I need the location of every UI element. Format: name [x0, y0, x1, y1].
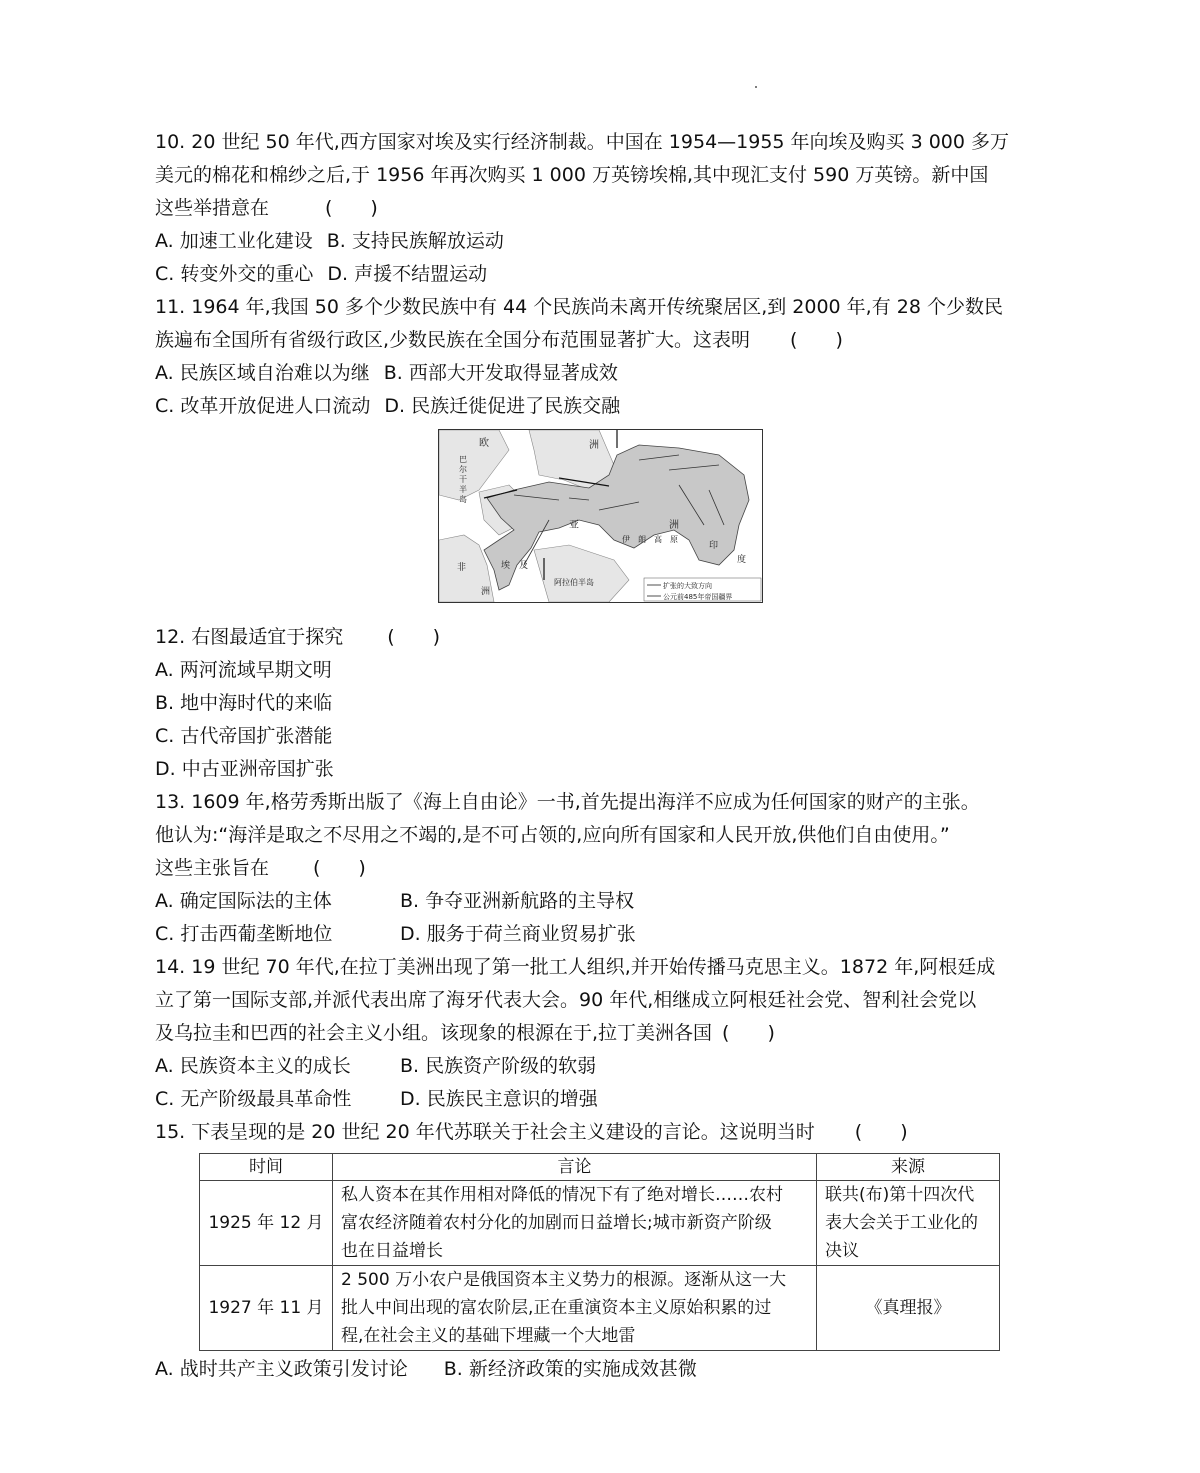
- q12-option-b: B. 地中海时代的来临: [155, 692, 333, 714]
- q14-option-c: C. 无产阶级最具革命性: [155, 1088, 352, 1110]
- q11-line1: 11. 1964 年,我国 50 多个少数民族中有 44 个民族尚未离开传统聚居区,到 2000 年,有 28 个少数民: [155, 296, 1003, 318]
- map-label-asia: 亚: [569, 520, 579, 531]
- source-line: 表大会关于工业化的: [825, 1213, 978, 1233]
- q13-line1: 13. 1609 年,格劳秀斯出版了《海上自由论》一书,首先提出海洋不应成为任何国家的财产的主张。: [155, 791, 980, 813]
- empire-expansion-map: [438, 429, 763, 603]
- map-label-balkan-1: 尔: [459, 465, 467, 474]
- speech-line: 私人资本在其作用相对降低的情况下有了绝对增长……农村: [341, 1185, 783, 1205]
- q12-paren: ( ): [387, 626, 441, 648]
- map-label-europe: 欧: [479, 438, 489, 449]
- map-label-balkan-4: 岛: [459, 495, 467, 504]
- map-label-africa2: 洲: [481, 587, 491, 597]
- q14-line2: 立了第一国际支部,并派代表出席了海牙代表大会。90 年代,相继成立阿根廷社会党、智利社会党以: [155, 989, 977, 1011]
- map-label-india2: 度: [737, 555, 747, 565]
- q13-option-b: B. 争夺亚洲新航路的主导权: [400, 890, 635, 912]
- q14-options-ab: [155, 1050, 1055, 1083]
- table-cell-source: [817, 1181, 1000, 1266]
- map-legend-text1: 扩张的大致方向: [663, 582, 712, 590]
- table-row: [200, 1266, 1000, 1351]
- table-header-speech: 言论: [333, 1154, 817, 1181]
- q15-option-a: A. 战时共产主义政策引发讨论: [155, 1358, 408, 1380]
- q13-options-cd: [155, 918, 1055, 951]
- q10-line2: 美元的棉花和棉纱之后,于 1956 年再次购买 1 000 万英镑埃棉,其中现汇支付 590 万英镑。新中国: [155, 164, 989, 186]
- q15-line1-text: 15. 下表呈现的是 20 世纪 20 年代苏联关于社会主义建设的言论。这说明当时: [155, 1121, 815, 1143]
- table-row: [200, 1181, 1000, 1266]
- q11-line2-text: 族遍布全国所有省级行政区,少数民族在全国分布范围显著扩大。这表明: [155, 329, 751, 351]
- q15-line1: [155, 1116, 1055, 1149]
- map-label-india1: 印: [709, 541, 719, 551]
- speech-line: 也在日益增长: [341, 1241, 443, 1261]
- q11-options-ab: [155, 357, 1055, 390]
- q13-line3-text: 这些主张旨在: [155, 857, 270, 879]
- q13-option-d: D. 服务于荷兰商业贸易扩张: [400, 923, 636, 945]
- q14-line3: [155, 1017, 1055, 1050]
- source-line: 联共(布)第十四次代: [825, 1185, 975, 1205]
- q13-paren: ( ): [313, 857, 366, 879]
- q10-options-ab: [155, 225, 1055, 258]
- q11-option-b: B. 西部大开发取得显著成效: [383, 362, 618, 384]
- q12-line1-text: 12. 右图最适宜于探究: [155, 626, 344, 648]
- speech-line: 2 500 万小农户是俄国资本主义势力的根源。逐渐从这一大: [341, 1270, 787, 1290]
- q12-option-c: C. 古代帝国扩张潜能: [155, 725, 333, 747]
- q12-line1: [155, 621, 1055, 654]
- q14-option-a: A. 民族资本主义的成长: [155, 1055, 351, 1077]
- map-label-balkan-2: 干: [459, 475, 467, 484]
- table-cell-time: 1927 年 11 月: [200, 1266, 333, 1351]
- q14-line1: 14. 19 世纪 70 年代,在拉丁美洲出现了第一批工人组织,并开始传播马克思主义。1872 年,阿根廷成: [155, 956, 996, 978]
- map-label-arabia: 阿拉伯半岛: [554, 578, 594, 587]
- map-label-balkan-3: 半: [459, 485, 467, 494]
- q12-option-a: A. 两河流域早期文明: [155, 659, 332, 681]
- q15-table: [199, 1153, 1000, 1351]
- q10-option-a: A. 加速工业化建设: [155, 230, 313, 252]
- map-container: [155, 423, 1055, 621]
- map-label-egypt: 埃 及: [501, 561, 529, 571]
- q14-option-d: D. 民族民主意识的增强: [400, 1088, 598, 1110]
- source-line: 决议: [825, 1241, 859, 1261]
- q15-table-wrap: [155, 1149, 1055, 1353]
- q13-line3: [155, 852, 1055, 885]
- speech-line: 批人中间出现的富农阶层,正在重演资本主义原始积累的过: [341, 1298, 772, 1318]
- page-dot: [755, 86, 757, 88]
- map-legend-text2: 公元前485年帝国疆界: [663, 593, 733, 601]
- q11-option-d: D. 民族迁徙促进了民族交融: [384, 395, 621, 417]
- q14-line3-text: 及乌拉圭和巴西的社会主义小组。该现象的根源在于,拉丁美洲各国: [155, 1022, 713, 1044]
- table-header-row: [200, 1154, 1000, 1181]
- map-label-europe2: 洲: [589, 440, 599, 451]
- questions-content: [155, 126, 1055, 1386]
- q11-option-c: C. 改革开放促进人口流动: [155, 395, 371, 417]
- q11-options-cd: [155, 390, 1055, 423]
- q11-line2: [155, 324, 1055, 357]
- q10-option-c: C. 转变外交的重心: [155, 263, 314, 285]
- table-cell-speech: [333, 1181, 817, 1266]
- q10-option-d: D. 声援不结盟运动: [327, 263, 488, 285]
- map-label-iran: 伊 朗 高 原: [622, 535, 678, 544]
- q15-options-ab: [155, 1353, 1055, 1386]
- q14-option-b: B. 民族资产阶级的软弱: [400, 1055, 597, 1077]
- q13-option-c: C. 打击西葡垄断地位: [155, 923, 333, 945]
- table-cell-source: 《真理报》: [817, 1266, 1000, 1351]
- table-header-source: 来源: [817, 1154, 1000, 1181]
- q10-paren: ( ): [325, 197, 378, 219]
- q12-option-d: D. 中古亚洲帝国扩张: [155, 758, 334, 780]
- q10-line3: [155, 192, 1055, 225]
- q11-option-a: A. 民族区域自治难以为继: [155, 362, 370, 384]
- speech-line: 程,在社会主义的基础下埋藏一个大地雷: [341, 1326, 636, 1346]
- q10-line1: 10. 20 世纪 50 年代,西方国家对埃及实行经济制裁。中国在 1954—1955 年向埃及购买 3 000 多万: [155, 131, 1010, 153]
- map-label-asia2: 洲: [669, 520, 679, 531]
- q10-line3-text: 这些举措意在: [155, 197, 270, 219]
- speech-line: 富农经济随着农村分化的加剧而日益增长;城市新资产阶级: [341, 1213, 772, 1233]
- map-label-africa1: 非: [457, 563, 467, 573]
- q10-option-b: B. 支持民族解放运动: [326, 230, 504, 252]
- q15-paren: ( ): [854, 1121, 908, 1143]
- table-header-time: 时间: [200, 1154, 333, 1181]
- map-land-arabia: [534, 545, 629, 602]
- q11-paren: ( ): [790, 329, 843, 351]
- q13-line2: 他认为:“海洋是取之不尽用之不竭的,是不可占领的,应向所有国家和人民开放,供他们自由使用。”: [155, 824, 950, 846]
- table-cell-speech: [333, 1266, 817, 1351]
- q13-option-a: A. 确定国际法的主体: [155, 890, 332, 912]
- table-cell-time: 1925 年 12 月: [200, 1181, 333, 1266]
- map-label-balkan-0: 巴: [459, 455, 467, 464]
- q10-options-cd: [155, 258, 1055, 291]
- q14-paren: ( ): [722, 1022, 775, 1044]
- q15-option-b: B. 新经济政策的实施成效甚微: [443, 1358, 697, 1380]
- q13-options-ab: [155, 885, 1055, 918]
- q14-options-cd: [155, 1083, 1055, 1116]
